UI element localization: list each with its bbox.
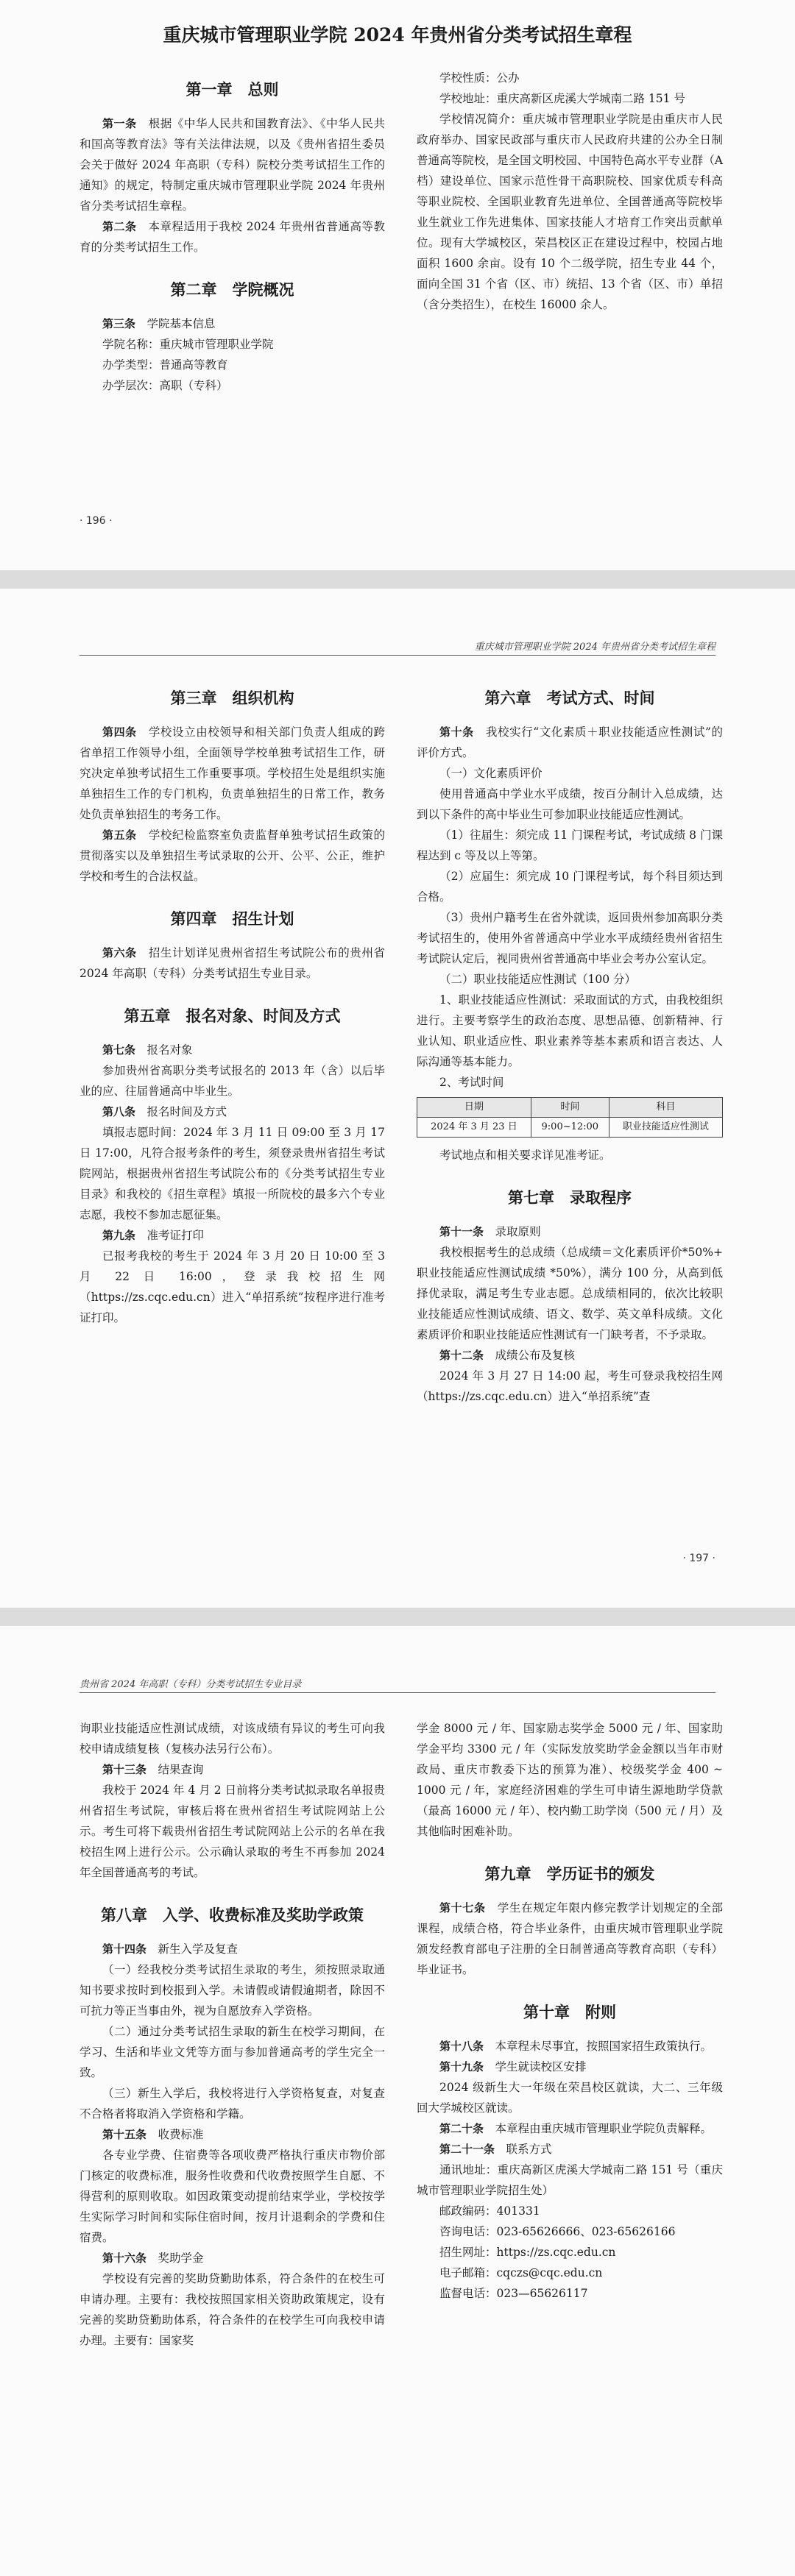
body-paragraph: （二）通过分类考试招生录取的新生在校学习期间，在学习、生活和毕业文凭等方面与参加普通高考的学生完全一致。 — [80, 2025, 385, 2079]
page-198 — [0, 1626, 795, 2576]
page1-left-column — [80, 79, 385, 396]
document-title: 重庆城市管理职业学院 2024 年贵州省分类考试招生章程 — [163, 24, 632, 46]
article-text: 学校设立由校领导和相关部门负责人组成的跨省单招工作领导小组，全面领导学校单独考试招生工作，研究决定单独考试招生工作重要事项。学校招生处是组织实施单独招生工作的专门机构，负责单独招生的日常工作，教务处负责单独招生的考务工作。 — [80, 725, 385, 821]
body-paragraph: 考试地点和相关要求详见准考证。 — [439, 1149, 611, 1162]
body-paragraph: 电子邮箱：cqczs@cqc.edu.cn — [439, 2266, 603, 2279]
article-number: 第四条 — [102, 725, 137, 739]
body-paragraph: 我校于 2024 年 4 月 2 日前将分类考试拟录取名单报贵州省招生考试院，审核后将在贵州省招生考试院网站上公示。考生可将下载贵州省招生考试院网站上公示的名单在我校招生网上进行公示。公示确认录取的考生不再参加 2024 年全国普通高考的考试。 — [80, 1784, 385, 1879]
body-paragraph: （1）往届生：须完成 11 门课程考试，考试成绩 8 门课程达到 c 等及以上等第。 — [417, 828, 723, 862]
page-number: · 196 · — [80, 515, 113, 527]
article-paragraph — [417, 1898, 723, 1980]
article-text: 奖助学金 — [146, 2252, 204, 2265]
body-paragraph: 已报考我校的考生于 2024 年 3 月 20 日 10:00 至 3 月 22 日 16:00，登录我校招生网（https://zs.cqc.edu.cn）进入“单招系统”按程序进行准考证打印。 — [80, 1249, 385, 1324]
article-paragraph — [80, 1759, 385, 1780]
article-number: 第九条 — [102, 1229, 136, 1242]
article-text: 招生计划详见贵州省招生考试院公布的贵州省 2024 年高职（专科）分类考试招生专业目录。 — [80, 946, 385, 980]
article-paragraph — [417, 2139, 723, 2160]
article-paragraph — [80, 722, 385, 825]
body-paragraph: 询职业技能适应性测试成绩，对该成绩有异议的考生可向我校申请成绩复核（复核办法另行公布）。 — [80, 1722, 385, 1756]
article-paragraph — [417, 1345, 723, 1366]
body-paragraph: （三）新生入学后，我校将进行入学资格复查，对复查不合格者将取消入学资格和学籍。 — [80, 2087, 385, 2121]
body-paragraph: 2024 年 3 月 27 日 14:00 起，考生可登录我校招生网（https://zs.cqc.edu.cn）进入“单招系统”查 — [417, 1369, 723, 1403]
table-cell: 9:00~12:00 — [531, 1118, 609, 1138]
article-paragraph — [417, 2036, 723, 2057]
table-cell: 2024 年 3 月 23 日 — [417, 1118, 531, 1138]
body-paragraph: （二）职业技能适应性测试（100 分） — [439, 973, 637, 986]
article-number: 第十九条 — [439, 2060, 484, 2073]
body-paragraph: 办学类型：普通高等教育 — [102, 358, 228, 372]
article-paragraph — [80, 1939, 385, 1959]
article-number: 第十一条 — [439, 1225, 484, 1238]
page-196 — [0, 0, 795, 570]
body-paragraph: 学校情况简介：重庆城市管理职业学院是由重庆市人民政府举办、国家民政部与重庆市人民政府共建的公办全日制普通高等院校，是全国文明校园、中国特色高水平专业群（A 档）建设单位、国家示范性骨干高职院校、国家优质专科高等职业院校、全国职业教育先进单位、全国普通高等院校毕业生就业工作先进集体、国家技能人才培育工作突出贡献单位。现有大学城校区，荣昌校区正在建设过程中，校园占地面积 1600 余亩。设有 10 个二级学院，招生专业 44 个，面向全国 31 个省（区、市）统招、13 个省（区、市）单招（含分类招生），在校生 16000 余人。 — [417, 113, 723, 311]
article-paragraph — [80, 943, 385, 984]
body-paragraph: 参加贵州省高职分类考试报名的 2013 年（含）以后毕业的应、往届普通高中毕业生。 — [80, 1064, 385, 1098]
page-197 — [0, 589, 795, 1608]
article-text: 结果查询 — [146, 1763, 204, 1776]
article-paragraph — [80, 313, 385, 334]
article-paragraph — [80, 2248, 385, 2268]
article-number: 第十七条 — [439, 1901, 486, 1915]
article-text: 准考证打印 — [135, 1229, 205, 1242]
article-paragraph — [80, 1101, 385, 1122]
article-paragraph — [417, 2057, 723, 2077]
article-text: 报名时间及方式 — [135, 1105, 227, 1118]
body-paragraph: 学校性质：公办 — [439, 71, 520, 85]
article-number: 第二条 — [102, 220, 137, 233]
chapter-heading: 第六章 考试方式、时间 — [484, 689, 655, 707]
article-text: 报名对象 — [135, 1043, 193, 1057]
body-paragraph: （一）文化素质评价 — [439, 767, 543, 780]
page3-left-column — [80, 1718, 385, 2351]
article-text: 我校实行“文化素质＋职业技能适应性测试”的评价方式。 — [417, 725, 723, 759]
body-paragraph: 学校地址：重庆高新区虎溪大学城南二路 151 号 — [439, 92, 685, 105]
article-number: 第十六条 — [102, 2252, 147, 2265]
article-paragraph — [417, 722, 723, 763]
table-header-cell: 日期 — [417, 1098, 531, 1118]
body-paragraph: （3）贵州户籍考生在省外就读，返回贵州参加高职分类考试招生的，使用外省普通高中学业水平成绩经贵州省招生考试院认定后，视同贵州省普通高中毕业会考办公室认定。 — [417, 911, 723, 965]
article-paragraph — [80, 2124, 385, 2145]
article-text: 联系方式 — [495, 2143, 552, 2156]
page2-left-column — [80, 688, 385, 1328]
page-number: · 197 · — [682, 1553, 716, 1564]
body-paragraph: 咨询电话：023-65626666、023-65626166 — [439, 2225, 676, 2238]
article-text: 新生入学及复查 — [146, 1942, 239, 1956]
body-paragraph: （2）应届生：须完成 10 门课程考试，每个科目须达到合格。 — [417, 870, 723, 904]
table-header-cell: 科目 — [609, 1098, 722, 1118]
body-paragraph: 招生网址：https://zs.cqc.edu.cn — [439, 2246, 616, 2259]
article-text: 本章程未尽事宜，按照国家招生政策执行。 — [484, 2040, 713, 2053]
article-number: 第十二条 — [439, 1349, 484, 1362]
running-header: 贵州省 2024 年高职（专科）分类考试招生专业目录 — [80, 1679, 302, 1690]
article-text: 本章程适用于我校 2024 年贵州省普通高等教育的分类考试招生工作。 — [80, 220, 385, 254]
chapter-heading: 第七章 录取程序 — [508, 1188, 632, 1207]
body-paragraph: 邮政编码：401331 — [439, 2204, 540, 2218]
body-paragraph: 学金 8000 元 / 年、国家励志奖学金 5000 元 / 年、国家助学金平均 3300 元 / 年（实际发放奖助学金金额以当年市财政局、重庆市教委下达的预算为准）、校级奖学金 400 ~ 1000 元 / 年，家庭经济困难的学生可申请生源地助学贷款（最高 16000 元 / 年）、校内勤工助学岗（500 元 / 月）及其他临时困难补助。 — [417, 1722, 723, 1838]
chapter-heading: 第五章 报名对象、时间及方式 — [124, 1007, 341, 1025]
table-header-cell: 时间 — [531, 1098, 609, 1118]
article-number: 第五条 — [102, 828, 137, 842]
chapter-heading: 第八章 入学、收费标准及奖助学政策 — [101, 1906, 364, 1924]
article-paragraph — [80, 1040, 385, 1060]
body-paragraph: 2、考试时间 — [439, 1076, 504, 1089]
article-text: 学生在规定年限内修完教学计划规定的全部课程，成绩合格，符合毕业条件，由重庆城市管理职业学院颁发经教育部电子注册的全日制普通高等教育高职（专科）毕业证书。 — [417, 1901, 723, 1976]
body-paragraph: （一）经我校分类考试招生录取的考生，须按照录取通知书要求按时到校报到入学。未请假或请假逾期者，除因不可抗力等正当事由外，视为自愿放弃入学资格。 — [80, 1963, 385, 2018]
article-number: 第十条 — [439, 725, 474, 739]
article-paragraph — [80, 825, 385, 887]
article-text: 成绩公布及复核 — [484, 1349, 576, 1362]
header-rule — [80, 655, 716, 656]
chapter-heading: 第九章 学历证书的颁发 — [484, 1864, 655, 1883]
body-paragraph: 各专业学费、住宿费等各项收费严格执行重庆市物价部门核定的收费标准，服务性收费和代收费按照学生自愿、不得营利的原则收取。如因政策变动提前结束学业，学校按学生实际学习时间和实际住宿时间，按月计退剩余的学费和住宿费。 — [80, 2149, 385, 2244]
body-paragraph: 填报志愿时间：2024 年 3 月 11 日 09:00 至 3 月 17 日 17:00，凡符合报考条件的考生，须登录贵州省招生考试院网站，根据贵州省招生考试院公布的《分类考试招生专业目录》和我校的《招生章程》填报一所院校的最多六个专业志愿，我校不参加志愿征集。 — [80, 1126, 385, 1221]
table-cell: 职业技能适应性测试 — [609, 1118, 722, 1138]
article-number: 第十三条 — [102, 1763, 147, 1776]
article-text: 收费标准 — [146, 2128, 204, 2141]
article-text: 录取原则 — [484, 1225, 541, 1238]
page3-right-column — [417, 1718, 723, 2304]
article-number: 第一条 — [102, 117, 137, 130]
body-paragraph: 1、职业技能适应性测试：采取面试的方式，由我校组织进行。主要考察学生的政治态度、思想品德、创新精神、行业认知、职业适应性、职业素养等基本素质和语言表达、人际沟通等基本能力。 — [417, 993, 723, 1068]
article-number: 第八条 — [102, 1105, 136, 1118]
article-text: 学院基本信息 — [135, 317, 216, 330]
article-number: 第十八条 — [439, 2040, 484, 2053]
body-paragraph: 监督电话：023—65626117 — [439, 2287, 588, 2300]
article-text: 学校纪检监察室负责监督单独考试招生政策的贯彻落实以及单独招生考试录取的公开、公平、公正，维护学校和考生的合法权益。 — [80, 828, 385, 883]
header-rule — [80, 1692, 716, 1693]
article-number: 第六条 — [102, 946, 137, 959]
body-paragraph: 学院名称：重庆城市管理职业学院 — [102, 338, 274, 351]
article-number: 第十四条 — [102, 1942, 147, 1956]
article-number: 第二十条 — [439, 2122, 484, 2135]
chapter-heading: 第二章 学院概况 — [170, 280, 294, 299]
page2-right-column — [417, 688, 723, 1407]
article-number: 第二十一条 — [439, 2143, 495, 2156]
article-number: 第七条 — [102, 1043, 136, 1057]
chapter-heading: 第四章 招生计划 — [170, 909, 294, 928]
article-number: 第三条 — [102, 317, 136, 330]
chapter-heading: 第十章 附则 — [523, 2003, 616, 2021]
article-paragraph — [417, 2118, 723, 2139]
body-paragraph: 我校根据考生的总成绩（总成绩＝文化素质评价*50%+ 职业技能适应性测试成绩 *50%），满分 100 分，从高到低择优录取，满足考生专业志愿。总成绩相同的，依次比较职业技能适应性测试成绩、语文、数学、英文单科成绩。文化素质评价和职业技能适应性测试有一门缺考者，不予录取。 — [417, 1246, 723, 1341]
body-paragraph: 学校设有完善的奖助贷勤助体系，符合条件的在校生可申请办理。主要有：我校按照国家相关资助政策规定，设有完善的奖助贷勤助体系，符合条件的在校学生可向我校申请办理。主要有：国家奖 — [80, 2272, 385, 2347]
article-text: 根据《中华人民共和国教育法》、《中华人民共和国高等教育法》等有关法律法规，以及《贵州省招生委员会关于做好 2024 年高职（专科）院校分类考试招生工作的通知》的规定，特制定重庆城市管理职业学院 2024 年贵州省分类考试招生章程。 — [80, 117, 385, 213]
article-text: 学生就读校区安排 — [484, 2060, 587, 2073]
body-paragraph: 使用普通高中学业水平成绩，按百分制计入总成绩，达到以下条件的高中毕业生可参加职业技能适应性测试。 — [417, 787, 723, 821]
page1-right-column — [417, 68, 723, 315]
article-number: 第十五条 — [102, 2128, 147, 2141]
article-paragraph — [80, 216, 385, 258]
table-row — [417, 1118, 723, 1138]
page2-right-upper — [417, 688, 723, 1093]
article-text: 本章程由重庆城市管理职业学院负责解释。 — [484, 2122, 713, 2135]
article-paragraph — [80, 113, 385, 216]
running-header: 重庆城市管理职业学院 2024 年贵州省分类考试招生章程 — [474, 642, 716, 653]
exam-schedule-table — [417, 1097, 723, 1138]
body-paragraph: 办学层次：高职（专科） — [102, 379, 228, 392]
article-paragraph — [80, 1225, 385, 1246]
chapter-heading: 第一章 总则 — [186, 80, 279, 99]
chapter-heading: 第三章 组织机构 — [170, 689, 294, 707]
body-paragraph: 通讯地址：重庆高新区虎溪大学城南二路 151 号（重庆城市管理职业学院招生处） — [417, 2163, 723, 2197]
page2-right-lower — [417, 1145, 723, 1407]
table-header-row — [417, 1098, 723, 1118]
article-paragraph — [417, 1221, 723, 1242]
body-paragraph: 2024 级新生大一年级在荣昌校区就读，大二、三年级回大学城校区就读。 — [417, 2081, 723, 2115]
